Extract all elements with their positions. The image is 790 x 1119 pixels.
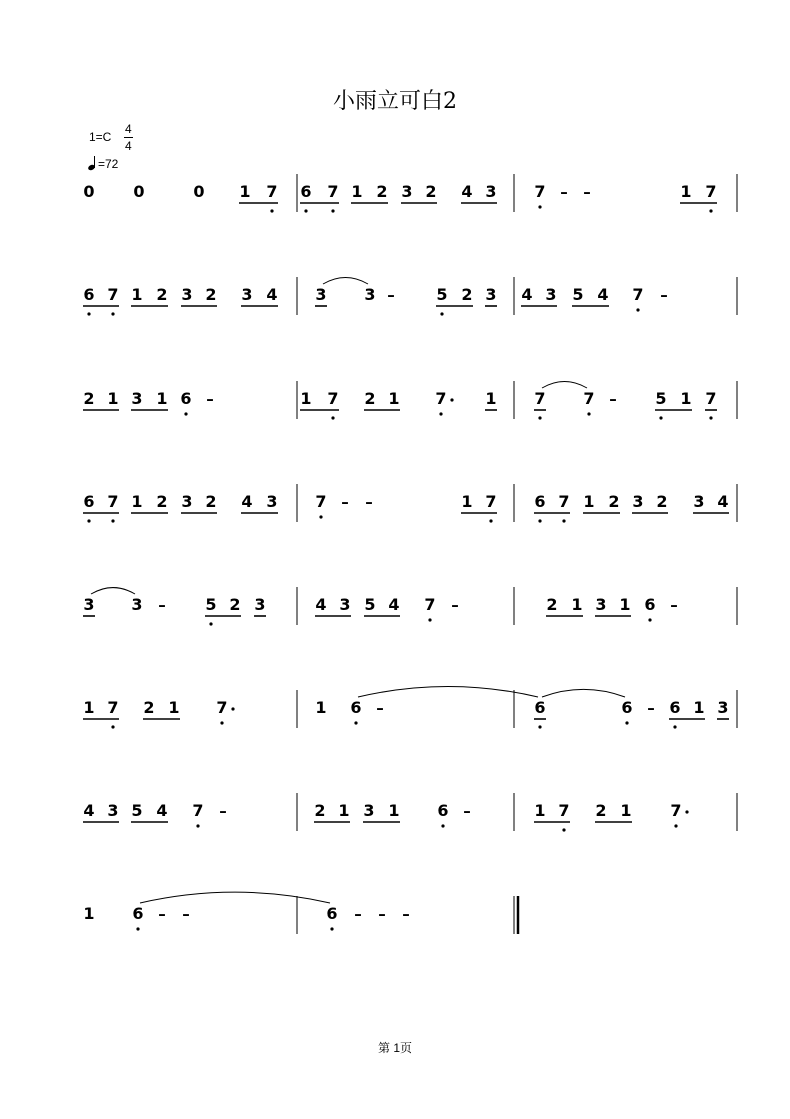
note-digit: 3 [266,492,278,511]
low-octave-dot [331,209,334,212]
note-digit: 7 [435,389,447,408]
note-digit: 4 [83,801,95,820]
low-octave-dot [538,416,541,419]
note-digit: 4 [597,285,609,304]
low-octave-dot [648,618,651,621]
note-digit: 7 [107,285,119,304]
dash-extension: – [182,905,190,923]
note-digit: 7 [107,492,119,511]
note-digit: 4 [315,595,327,614]
tie-slur [542,689,625,697]
note-digit: 2 [656,492,668,511]
low-octave-dot [196,824,199,827]
note-digit: 2 [83,389,95,408]
dash-extension: – [158,905,166,923]
low-octave-dot [354,721,357,724]
note-digit: 7 [583,389,595,408]
note-digit: 1 [619,595,631,614]
note-digit: 4 [156,801,168,820]
dash-extension: – [463,802,471,820]
note-digit: 4 [266,285,278,304]
note-digit: 7 [327,389,339,408]
dash-extension: – [560,183,568,201]
note-digit: 1 [338,801,350,820]
note-digit: 1 [107,389,119,408]
augmentation-dot [450,398,453,401]
note-digit: 7 [534,389,546,408]
note-digit: 1 [680,389,692,408]
note-digit: 3 [339,595,351,614]
note-digit: 5 [364,595,376,614]
note-digit: 6 [644,595,656,614]
dash-extension: – [376,699,384,717]
note-digit: 1 [485,389,497,408]
dash-extension: – [583,183,591,201]
low-octave-dot [111,519,114,522]
note-digit: 6 [300,182,312,201]
note-digit: 3 [545,285,557,304]
low-octave-dot [304,209,307,212]
note-digit: 3 [632,492,644,511]
note-digit: 7 [705,389,717,408]
tie-slur [323,278,368,284]
note-digit: 7 [424,595,436,614]
low-octave-dot [562,828,565,831]
tie-slur [140,892,330,903]
note-digit: 2 [205,285,217,304]
low-octave-dot [625,721,628,724]
key-signature: 1=C [89,130,112,144]
note-digit: 6 [326,904,338,923]
note-digit: 5 [131,801,143,820]
low-octave-dot [636,308,639,311]
note-digit: 7 [315,492,327,511]
note-digit: 2 [205,492,217,511]
low-octave-dot [184,412,187,415]
score-title: 小雨立可白2 [333,89,457,114]
note-digit: 7 [670,801,682,820]
note-digit: 1 [620,801,632,820]
note-digit: 5 [436,285,448,304]
note-digit: 2 [376,182,388,201]
note-digit: 7 [534,182,546,201]
dash-extension: – [609,390,617,408]
note-digit: 1 [156,389,168,408]
note-digit: 1 [131,285,143,304]
note-digit: 3 [401,182,413,201]
low-octave-dot [440,312,443,315]
dash-extension: – [378,905,386,923]
note-digit: 7 [632,285,644,304]
note-digit: 3 [363,801,375,820]
note-digit: 4 [717,492,729,511]
tie-slur [542,382,587,388]
low-octave-dot [209,622,212,625]
time-signature-bottom: 4 [125,139,132,153]
note-digit: 6 [621,698,633,717]
low-octave-dot [489,519,492,522]
note-digit: 4 [521,285,533,304]
low-octave-dot [538,519,541,522]
note-digit: 3 [131,595,143,614]
note-digit: 3 [83,595,95,614]
low-octave-dot [428,618,431,621]
low-octave-dot [709,416,712,419]
time-signature-top: 4 [125,122,132,136]
dash-extension: – [402,905,410,923]
note-digit: 1 [168,698,180,717]
tempo-value: =72 [98,157,119,171]
note-digit: 0 [193,182,205,201]
augmentation-dot [231,707,234,710]
note-digit: 2 [229,595,241,614]
note-digit: 3 [485,182,497,201]
note-digit: 1 [693,698,705,717]
note-digit: 3 [131,389,143,408]
note-digit: 2 [608,492,620,511]
note-digit: 0 [133,182,145,201]
low-octave-dot [659,416,662,419]
note-digit: 6 [437,801,449,820]
dash-extension: – [451,596,459,614]
low-octave-dot [674,824,677,827]
note-digit: 2 [425,182,437,201]
note-digit: 1 [315,698,327,717]
low-octave-dot [538,205,541,208]
low-octave-dot [270,209,273,212]
note-digit: 6 [83,285,95,304]
note-digit: 2 [143,698,155,717]
note-digit: 3 [693,492,705,511]
note-digit: 4 [241,492,253,511]
note-digit: 2 [546,595,558,614]
note-digit: 0 [83,182,95,201]
note-digit: 1 [388,389,400,408]
note-digit: 2 [314,801,326,820]
note-digit: 3 [107,801,119,820]
note-digit: 1 [131,492,143,511]
note-digit: 1 [83,904,95,923]
page-number: 第 1页 [377,1041,412,1055]
low-octave-dot [441,824,444,827]
note-digit: 1 [239,182,251,201]
note-digit: 3 [181,492,193,511]
dash-extension: – [365,493,373,511]
dash-extension: – [341,493,349,511]
note-digit: 6 [83,492,95,511]
note-digit: 2 [156,492,168,511]
low-octave-dot [87,519,90,522]
note-digit: 1 [571,595,583,614]
note-digit: 3 [254,595,266,614]
note-digit: 6 [180,389,192,408]
note-digit: 3 [241,285,253,304]
dash-extension: – [206,390,214,408]
low-octave-dot [538,725,541,728]
note-digit: 7 [327,182,339,201]
dash-extension: – [387,286,395,304]
note-digit: 2 [595,801,607,820]
dash-extension: – [647,699,655,717]
note-digit: 5 [655,389,667,408]
low-octave-dot [111,312,114,315]
note-digit: 6 [132,904,144,923]
dash-extension: – [670,596,678,614]
note-digit: 6 [350,698,362,717]
dash-extension: – [354,905,362,923]
note-digit: 2 [364,389,376,408]
note-digit: 6 [669,698,681,717]
note-digit: 1 [83,698,95,717]
low-octave-dot [220,721,223,724]
tie-slur [91,588,135,594]
dash-extension: – [158,596,166,614]
tie-slur [358,686,538,697]
note-digit: 3 [485,285,497,304]
low-octave-dot [87,312,90,315]
note-digit: 3 [595,595,607,614]
note-digit: 4 [388,595,400,614]
note-digit: 3 [717,698,729,717]
note-digit: 6 [534,492,546,511]
low-octave-dot [439,412,442,415]
note-digit: 7 [266,182,278,201]
note-digit: 1 [583,492,595,511]
low-octave-dot [330,927,333,930]
low-octave-dot [331,416,334,419]
note-digit: 3 [181,285,193,304]
note-digit: 7 [705,182,717,201]
low-octave-dot [587,412,590,415]
low-octave-dot [319,515,322,518]
note-digit: 4 [461,182,473,201]
low-octave-dot [562,519,565,522]
augmentation-dot [685,810,688,813]
note-digit: 7 [485,492,497,511]
note-digit: 7 [107,698,119,717]
note-digit: 3 [315,285,327,304]
note-digit: 5 [205,595,217,614]
note-digit: 1 [534,801,546,820]
note-digit: 6 [534,698,546,717]
note-digit: 1 [680,182,692,201]
note-digit: 7 [192,801,204,820]
note-digit: 7 [216,698,228,717]
dash-extension: – [219,802,227,820]
note-digit: 2 [461,285,473,304]
note-digit: 7 [558,492,570,511]
note-digit: 3 [364,285,376,304]
low-octave-dot [136,927,139,930]
note-digit: 1 [300,389,312,408]
note-digit: 1 [351,182,363,201]
note-digit: 7 [558,801,570,820]
note-digit: 2 [156,285,168,304]
note-digit: 1 [461,492,473,511]
note-digit: 1 [388,801,400,820]
low-octave-dot [111,725,114,728]
low-octave-dot [709,209,712,212]
low-octave-dot [673,725,676,728]
dash-extension: – [660,286,668,304]
note-digit: 5 [572,285,584,304]
